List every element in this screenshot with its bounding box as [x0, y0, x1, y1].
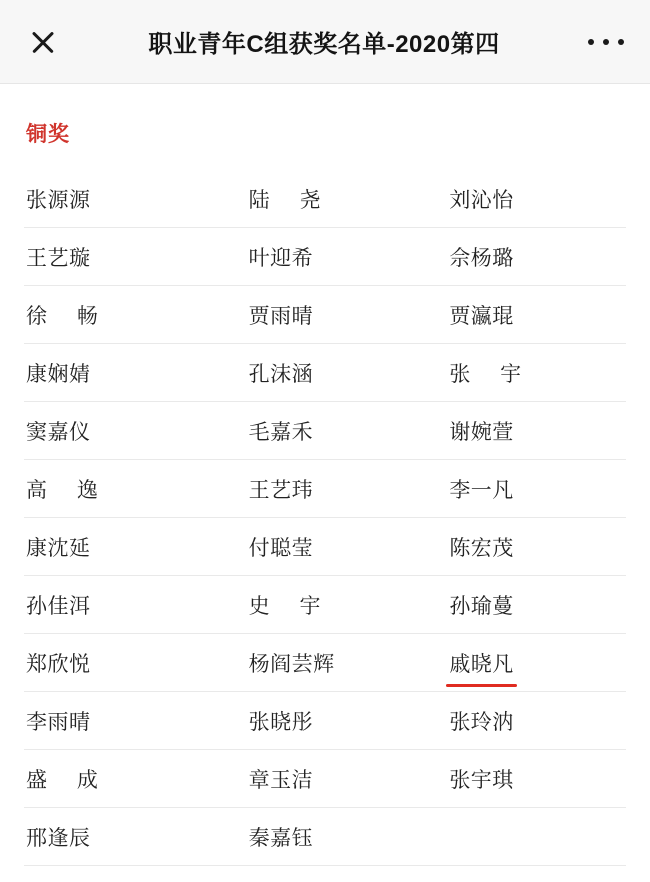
winner-name: 付聪莹 [248, 536, 314, 560]
winner-name: 佘杨璐 [449, 246, 514, 270]
winner-name: 李一凡 [449, 478, 514, 502]
more-dot [618, 39, 624, 45]
close-icon[interactable] [26, 25, 60, 59]
table-row [24, 576, 626, 634]
winner-name: 王艺璇 [26, 246, 91, 270]
winner-name: 张源源 [26, 188, 91, 212]
winner-cell [225, 692, 426, 750]
winner-name: 章玉洁 [248, 768, 314, 792]
winner-cell [425, 344, 626, 402]
table-row [24, 808, 626, 866]
winner-cell [225, 808, 426, 866]
winner-cell [24, 808, 225, 866]
table-row [24, 286, 626, 344]
winner-name: 刘沁怡 [449, 188, 514, 212]
winner-name: 王艺玮 [248, 478, 314, 502]
winner-name: 贾雨晴 [248, 304, 314, 328]
winner-cell [425, 518, 626, 576]
winner-cell [24, 518, 225, 576]
winner-name: 邢逢辰 [26, 826, 91, 850]
winner-cell [425, 750, 626, 808]
title-bar [0, 0, 650, 84]
winner-name-highlighted: 戚晓凡 [449, 648, 514, 678]
winner-cell [225, 286, 426, 344]
winner-cell [225, 228, 426, 286]
winner-cell [24, 344, 225, 402]
winner-cell [425, 692, 626, 750]
winner-name: 毛嘉禾 [248, 420, 314, 444]
winner-name: 郑欣悦 [26, 652, 91, 676]
winner-name: 徐 畅 [26, 304, 110, 328]
winner-cell [425, 460, 626, 518]
winner-cell [425, 576, 626, 634]
winner-name: 陆 尧 [248, 188, 333, 212]
winner-name: 孙佳洱 [26, 594, 91, 618]
winner-cell [225, 518, 426, 576]
winner-cell [425, 634, 626, 692]
table-row [24, 344, 626, 402]
winner-name: 孔沫涵 [248, 362, 314, 386]
winner-name: 孙瑜蔓 [449, 594, 514, 618]
winner-name: 秦嘉钰 [248, 826, 314, 850]
table-row [24, 460, 626, 518]
winner-cell [24, 460, 225, 518]
winner-name: 张 宇 [449, 362, 534, 386]
page-title: 职业青年C组获奖名单-2020第四 [148, 31, 500, 58]
winner-name: 史 宇 [248, 594, 333, 618]
winner-name: 康沈延 [26, 536, 91, 560]
table-row [24, 518, 626, 576]
winners-table [24, 170, 626, 866]
table-row [24, 170, 626, 228]
winner-cell [225, 402, 426, 460]
winner-cell [225, 344, 426, 402]
winner-cell [225, 460, 426, 518]
winner-cell [225, 634, 426, 692]
winner-name: 张宇琪 [449, 768, 514, 792]
table-row [24, 402, 626, 460]
content-area [0, 118, 650, 866]
winner-cell [24, 286, 225, 344]
award-heading: 铜奖 [26, 123, 70, 146]
winner-cell [425, 170, 626, 228]
winner-cell [425, 228, 626, 286]
winner-name: 窦嘉仪 [26, 420, 91, 444]
winner-name: 李雨晴 [26, 710, 91, 734]
table-row [24, 228, 626, 286]
winner-cell [225, 750, 426, 808]
winner-cell [24, 692, 225, 750]
winner-name: 叶迎希 [248, 246, 314, 270]
winner-cell [425, 286, 626, 344]
winner-cell [225, 576, 426, 634]
winner-cell [425, 808, 626, 866]
table-row [24, 692, 626, 750]
table-row [24, 750, 626, 808]
winner-cell [24, 750, 225, 808]
winner-cell [24, 170, 225, 228]
winner-name: 谢婉萱 [449, 420, 514, 444]
winner-name: 杨阎芸辉 [248, 652, 335, 676]
winner-name: 张晓彤 [248, 710, 314, 734]
winner-cell [24, 576, 225, 634]
winner-cell [24, 228, 225, 286]
more-options-icon[interactable] [588, 25, 624, 59]
more-dot [603, 39, 609, 45]
winner-name: 贾瀛琨 [449, 304, 514, 328]
winner-cell [225, 170, 426, 228]
winner-name: 张玲汭 [449, 710, 514, 734]
winner-cell [24, 634, 225, 692]
winner-name: 高 逸 [26, 478, 110, 502]
more-dot [588, 39, 594, 45]
winner-name: 陈宏茂 [449, 536, 514, 560]
table-row [24, 634, 626, 692]
winner-cell [24, 402, 225, 460]
winner-cell [425, 402, 626, 460]
winner-name: 康娴婧 [26, 362, 91, 386]
winner-name: 盛 成 [26, 768, 110, 792]
